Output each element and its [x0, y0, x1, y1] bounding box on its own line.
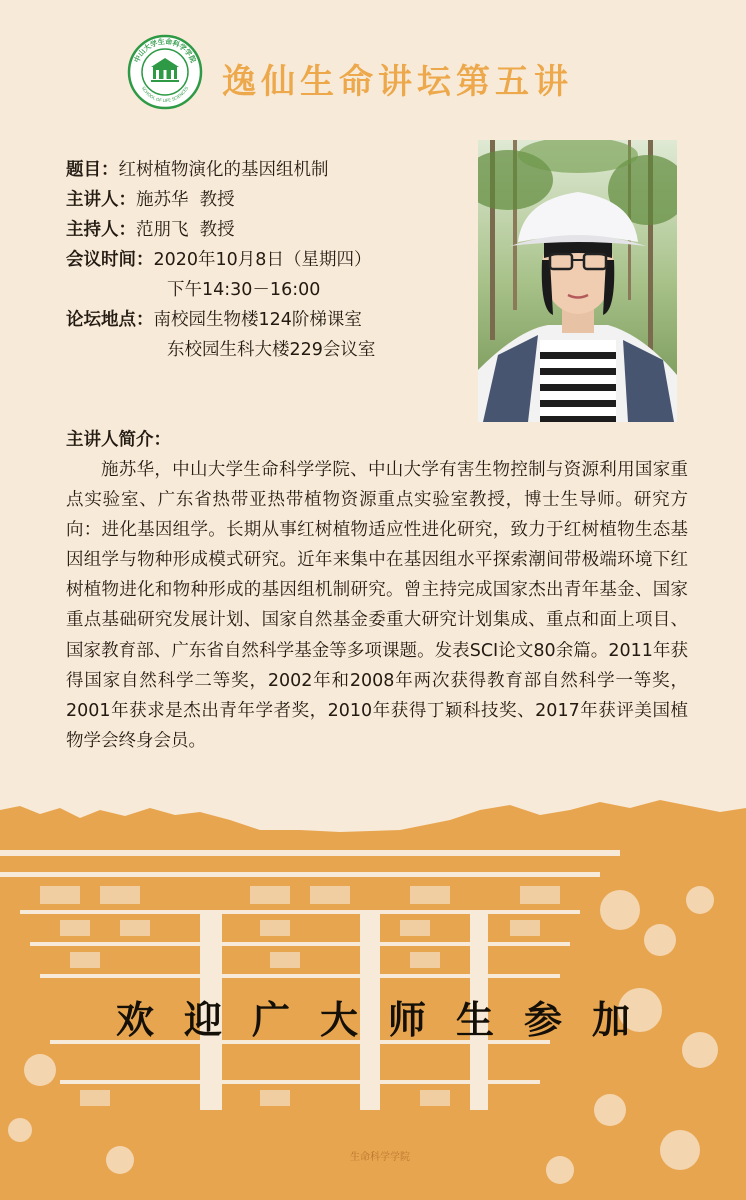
topic-row: [66, 155, 466, 185]
welcome-text: 欢迎广大师生参加: [115, 997, 660, 1042]
host-label: 主持人：: [66, 220, 136, 240]
event-info: [66, 155, 466, 365]
building-sign-text: 生命科学学院: [350, 1152, 410, 1163]
bio-text: 施苏华，中山大学生命科学学院、中山大学有害生物控制与资源利用国家重点实验室、广东省热带亚热带植物资源重点实验室教授，博士生导师。研究方向：进化基因组学。长期从事红树植物适应性进化研究，致力于红树植物生态基因组学与物种形成模式研究。近年来集中在基因组水平探索潮间带极端环境下红树植物进化和物种形成的基因组机制研究。曾主持完成国家杰出青年基金、国家重点基础研究发展计划、国家自然基金委重大研究计划集成、重点和面上项目、国家教育部、广东省自然科学基金等多项课题。发表SCI论文80余篇。2011年获得国家自然科学二等奖，2002年和2008年两次获得教育部自然科学一等奖，2001年获求是杰出青年学者奖，2010年获得丁颖科技奖、2017年获评美国植物学会终身会员。: [66, 460, 688, 751]
host-value: 范朋飞 教授: [136, 220, 235, 240]
speaker-photo: [478, 140, 677, 422]
topic-value: 红树植物演化的基因组机制: [118, 160, 329, 180]
logo-ring-text: 中山大学生命科学学院: [132, 37, 198, 65]
logo-english-text: SCHOOL OF LIFE SCIENCES: [140, 85, 190, 104]
venue-value-2: 东校园生科大楼229会议室: [167, 340, 376, 360]
venue-value-1: 南校园生物楼124阶梯课室: [153, 310, 362, 330]
time-row: [66, 245, 466, 275]
date-value: 2020年10月8日（星期四）: [153, 250, 372, 270]
venue-row: [66, 305, 466, 335]
speaker-value: 施苏华 教授: [136, 190, 235, 210]
hours-value: 下午14:30－16:00: [167, 280, 321, 300]
topic-label: 题目：: [66, 160, 119, 180]
forum-title: 逸仙生命讲坛第五讲: [222, 62, 573, 102]
venue-label: 论坛地点：: [66, 310, 154, 330]
speaker-row: [66, 185, 466, 215]
school-logo: [127, 34, 203, 110]
bio-heading: 主讲人简介：: [66, 430, 171, 450]
poster-header: [0, 0, 746, 130]
speaker-label: 主讲人：: [66, 190, 136, 210]
time-label: 会议时间：: [66, 250, 154, 270]
host-row: [66, 215, 466, 245]
